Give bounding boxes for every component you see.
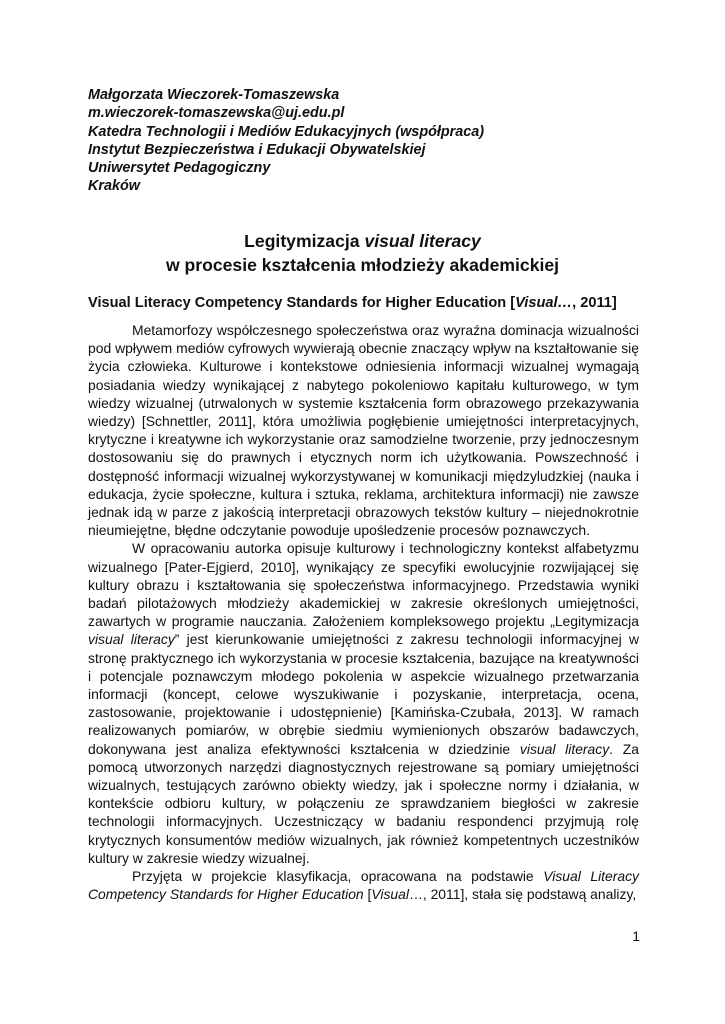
paragraph-3-italic-1: Visual Literacy Competency Standards for Higher Education — [88, 868, 639, 903]
paragraph-3-italic-2: Visual — [371, 886, 409, 903]
author-university: Uniwersytet Pedagogiczny — [88, 160, 271, 177]
paragraph-3-part-c: …, 2011], stała się podstawą analizy, — [408, 886, 637, 903]
page-number: 1 — [632, 928, 640, 944]
paragraph-2 — [88, 539, 639, 867]
author-city: Kraków — [88, 178, 140, 195]
section-heading — [88, 294, 648, 312]
section-heading-suffix: , 2011] — [572, 295, 617, 311]
paragraph-2-italic-2: visual literacy — [519, 740, 610, 757]
title-line-1-prefix: Legitymizacja — [244, 231, 365, 251]
author-institute: Instytut Bezpieczeństwa i Edukacji Obywatelskiej — [88, 141, 426, 158]
author-department: Katedra Technologii i Mediów Edukacyjnych (współpraca) — [88, 123, 485, 140]
paragraph-2-part-b: ” jest kierunkowanie umiejętności z zakresu technologii informacyjnej w stronę praktycznego ich wykorzystania w procesie kształcenia, bazujące na kreatywności i potencjale poznawczym młodego pokolenia w aspekcie wizualnego przetwarzania informacji (koncept, celowe wyszukiwanie i pozyskanie, interpretacja, ocena, zastosowanie, projektowanie i udostępnienie) [Kamińska-Czubała, 2013]. W ramach realizowanych pomiarów, w obrębie siedmiu wymienionych obszarów badawczych, dokonywana jest analiza efektywności kształcenia w dziedzinie — [88, 631, 639, 757]
author-block — [88, 86, 648, 196]
paragraph-2-italic-1: visual literacy — [88, 631, 175, 648]
section-heading-italic: Visual… — [515, 295, 573, 311]
title-line-1 — [0, 229, 725, 253]
paragraph-3-part-a: Przyjęta w projekcie klasyfikacja, opracowana na podstawie — [132, 868, 544, 885]
paragraph-3-part-b: [ — [363, 886, 372, 903]
paper-title — [0, 229, 725, 277]
body-text — [88, 321, 639, 904]
section-heading-prefix: Visual Literacy Competency Standards for Higher Education [ — [88, 295, 516, 311]
title-line-1-italic: visual literacy — [364, 231, 481, 251]
paragraph-3 — [88, 867, 639, 903]
author-email: m.wieczorek-tomaszewska@uj.edu.pl — [88, 105, 345, 122]
title-line-2: w procesie kształcenia młodzieży akademickiej — [165, 255, 560, 275]
paragraph-1: Metamorfozy współczesnego społeczeństwa oraz wyraźna dominacja wizualności pod wpływem mediów cyfrowych wywierają obecnie znaczący wpływ na kształtowanie się życia człowieka. Kulturowe i kontekstowe odniesienia informacji wizualnej wymagają posiadania wiedzy wynikającej z nabytego pokoleniowo kapitału kulturowego, w tym wiedzy wizualnej (utrwalonych w systemie kształcenia form obrazowego przekazywania wiedzy) [Schnettler, 2011], która umożliwia pogłębienie umiejętności interpretacyjnych, krytyczne i kreatywne ich wykorzystanie oraz samodzielne tworzenie, przy jednoczesnym dostosowaniu się do prawnych i etycznych norm ich użytkowania. Powszechność i dostępność informacji wizualnej wykorzystywanej w komunikacji międzyludzkiej (nauka i edukacja, życie społeczne, kultura i sztuka, reklama, architektura informacji) nie zawsze jednak idą w parze z jakością interpretacji obrazowych tekstów kultury – niejednokrotnie nieumiejętne, błędne odczytanie powoduje upośledzenie procesów poznawczych. — [88, 322, 639, 539]
author-name: Małgorzata Wieczorek-Tomaszewska — [88, 87, 340, 103]
paragraph-2-part-a: W opracowaniu autorka opisuje kulturowy i technologiczny kontekst alfabetyzmu wizualnego [Pater-Ejgierd, 2010], wynikający ze specyfiki ewolucyjnie rozwijającej się kultury obrazu i kształtowania się społeczeństwa informacyjnego. Przedstawia wyniki badań pilotażowych młodzieży akademickiej w zakresie określonych umiejętności, zawartych w programie nauczania. Założeniem kompleksowego projektu „Legitymizacja — [88, 540, 639, 630]
paragraph-2-part-c: . Za pomocą utworzonych narzędzi diagnostycznych rejestrowane są pomiary umiejętności wizualnych, testujących zarówno obiekty wiedzy, jak i społeczne normy i działania, w kontekście odbioru kultury, w połączeniu ze sprawdzaniem biegłości w zakresie technologii informacyjnych. Uczestniczący w badaniu respondenci przyjmują rolę krytycznych konsumentów mediów wizualnych, jak również kompetentnych uczestników kultury w zakresie wiedzy wizualnej. — [88, 740, 639, 866]
